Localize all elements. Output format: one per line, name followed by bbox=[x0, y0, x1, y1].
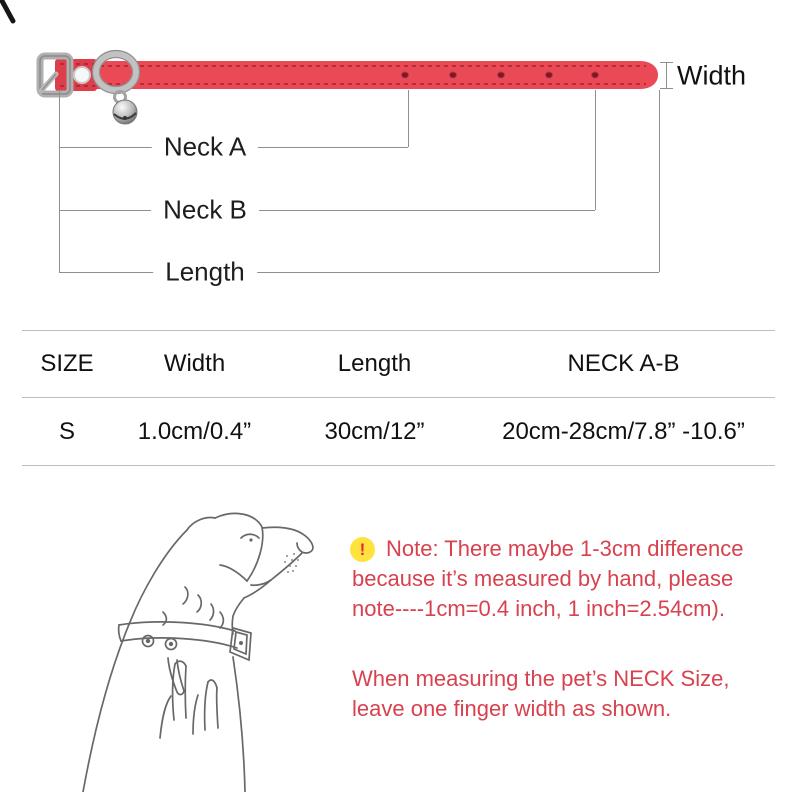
header-neck-a-b: NECK A-B bbox=[567, 350, 680, 377]
size-table bbox=[22, 330, 775, 466]
note-line: Note: There maybe 1-3cm difference bbox=[386, 536, 744, 561]
width-bracket bbox=[666, 62, 667, 89]
dog-measuring-sketch bbox=[35, 492, 350, 792]
width-bracket-top-tick bbox=[660, 62, 673, 63]
width-bracket-bottom-tick bbox=[660, 88, 673, 89]
measure-line-length-vertical bbox=[659, 90, 660, 272]
note-line: because it’s measured by hand, please bbox=[352, 566, 734, 591]
corner-mark bbox=[2, 1, 13, 21]
cell-neck: 20cm-28cm/7.8” -10.6” bbox=[502, 417, 745, 445]
note-line: leave one finger width as shown. bbox=[352, 696, 672, 721]
note-line: note----1cm=0.4 inch, 1 inch=2.54cm). bbox=[352, 596, 725, 621]
size-table-row-s bbox=[22, 398, 775, 465]
warning-icon: ! bbox=[350, 537, 375, 562]
neck-a-label: Neck A bbox=[152, 132, 258, 163]
length-line bbox=[59, 272, 659, 273]
header-width: Width bbox=[163, 350, 226, 377]
size-table-header-row bbox=[22, 331, 775, 398]
cell-length: 30cm/12” bbox=[324, 417, 425, 445]
measure-line-left-vertical bbox=[59, 90, 60, 272]
neck-b-label: Neck B bbox=[151, 195, 259, 226]
note-measurement-difference bbox=[352, 534, 800, 624]
note-measuring-tip bbox=[352, 664, 800, 724]
header-length: Length bbox=[337, 350, 412, 377]
measure-line-neck-a-vertical bbox=[408, 90, 409, 147]
length-label: Length bbox=[153, 257, 257, 288]
width-label: Width bbox=[677, 60, 747, 91]
note-line: When measuring the pet’s NECK Size, bbox=[352, 666, 730, 691]
cell-size: S bbox=[58, 417, 75, 445]
measure-line-neck-b-vertical bbox=[595, 90, 596, 210]
bell bbox=[113, 92, 137, 125]
header-size: SIZE bbox=[40, 350, 94, 377]
neck-b-line bbox=[59, 210, 595, 211]
cell-width: 1.0cm/0.4” bbox=[137, 417, 252, 445]
